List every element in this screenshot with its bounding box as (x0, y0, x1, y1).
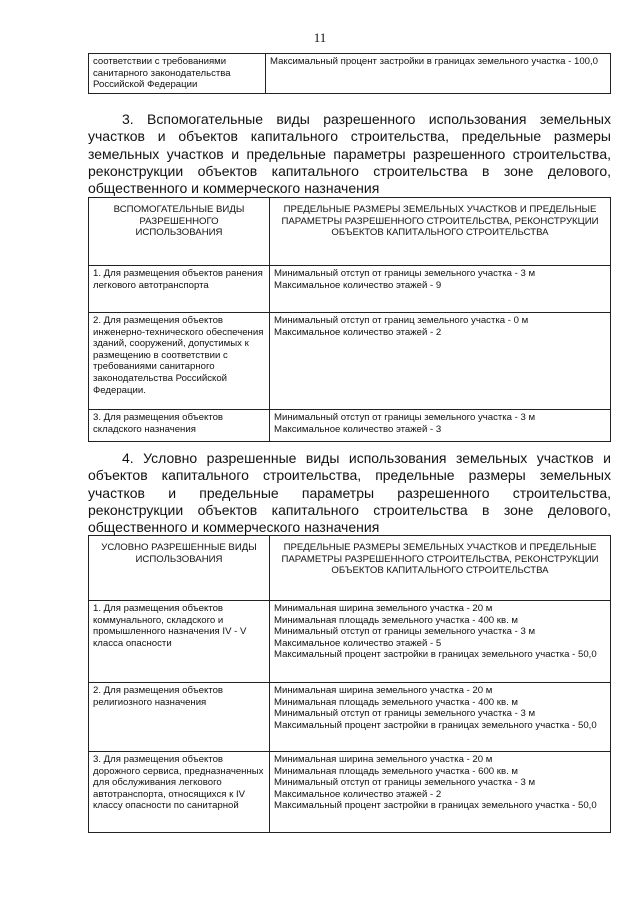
param-line: Минимальный отступ от границы земельного участка - 3 м (274, 708, 536, 720)
param-line: Минимальная ширина земельного участка - 20 м (274, 754, 493, 765)
param-line: Минимальный отступ от границы земельного участка - 3 м (274, 777, 536, 789)
use-cell: 1. Для размещения объектов коммунального, складского и промышленного назначения IV - V класса опасности (89, 601, 270, 683)
param-line: Минимальная площадь земельного участка - 600 кв. м (274, 765, 518, 777)
params-cell (270, 313, 611, 410)
param-line: Минимальный отступ от границ земельного участка - 0 м (274, 315, 529, 326)
param-line: Максимальное количество этажей - 2 (274, 326, 442, 338)
continuation-table (88, 53, 611, 94)
param-line: Минимальная площадь земельного участка - 400 кв. м (274, 696, 518, 708)
params-cell (270, 752, 611, 833)
section4-table (88, 535, 611, 833)
table-header-row (89, 198, 611, 266)
param-line: Максимальное количество этажей - 5 (274, 637, 442, 649)
column-header: УСЛОВНО РАЗРЕШЕННЫЕ ВИДЫ ИСПОЛЬЗОВАНИЯ (89, 536, 270, 601)
use-cell: 2. Для размещения объектов религиозного назначения (89, 683, 270, 752)
params-cell (270, 266, 611, 313)
section4-heading: 4. Условно разрешенные виды использования земельных участков и объектов капитального строительства, предельные размеры земельных участков и предельные параметры разрешенного строительства, реконструкции объектов капитального строительства в зоне делового, общественного и коммерческого назначения (88, 450, 611, 536)
param-line: Максимальное количество этажей - 9 (274, 279, 442, 291)
param-line: Минимальная ширина земельного участка - 20 м (274, 685, 493, 696)
param-line: Максимальный процент застройки в границах земельного участка - 50,0 (274, 649, 597, 661)
param-line: Минимальный отступ от границы земельного участка - 3 м (274, 626, 536, 638)
param-line: Минимальный отступ от границы земельного участка - 3 м (274, 268, 536, 279)
section3-table (88, 197, 611, 442)
table-row (89, 752, 611, 833)
param-line: Максимальный процент застройки в границах земельного участка - 50,0 (274, 719, 597, 731)
param-line: Максимальный процент застройки в границах земельного участка - 50,0 (274, 800, 597, 812)
param-line: Минимальный отступ от границы земельного участка - 3 м (274, 412, 536, 423)
table-header-row (89, 536, 611, 601)
use-cell: 3. Для размещения объектов складского назначения (89, 410, 270, 442)
table-row (89, 313, 611, 410)
params-cell (270, 410, 611, 442)
param-line: Максимальное количество этажей - 3 (274, 423, 442, 435)
params-cell (270, 601, 611, 683)
column-header: ВСПОМОГАТЕЛЬНЫЕ ВИДЫ РАЗРЕШЕННОГО ИСПОЛЬЗОВАНИЯ (89, 198, 270, 266)
use-cell: 3. Для размещения объектов дорожного сервиса, предназначенных для обслуживания легкового автотранспорта, относящихся к IV классу опасности по санитарной (89, 752, 270, 833)
page-number: 11 (313, 30, 327, 45)
table-row (89, 410, 611, 442)
table-row (89, 54, 611, 94)
table-row (89, 683, 611, 752)
table-cell: соответствии с требованиями санитарного законодательства Российской Федерации (89, 54, 266, 94)
use-cell: 1. Для размещения объектов ранения легкового автотранспорта (89, 266, 270, 313)
table-row (89, 266, 611, 313)
param-line: Максимальное количество этажей - 2 (274, 788, 442, 800)
table-cell: Максимальный процент застройки в границах земельного участка - 100,0 (266, 54, 611, 94)
params-cell (270, 683, 611, 752)
param-line: Минимальная площадь земельного участка - 400 кв. м (274, 614, 518, 626)
param-line: Минимальная ширина земельного участка - 20 м (274, 603, 493, 614)
use-cell: 2. Для размещения объектов инженерно-технического обеспечения зданий, сооружений, допустимых к размещению в соответствии с требованиями санитарного законодательства Российской Федерации. (89, 313, 270, 410)
column-header: ПРЕДЕЛЬНЫЕ РАЗМЕРЫ ЗЕМЕЛЬНЫХ УЧАСТКОВ И ПРЕДЕЛЬНЫЕ ПАРАМЕТРЫ РАЗРЕШЕННОГО СТРОИТЕЛЬСТВА, РЕКОНСТРУКЦИИ ОБЪЕКТОВ КАПИТАЛЬНОГО СТРОИТЕЛЬСТВА (270, 198, 611, 266)
section3-heading: 3. Вспомогательные виды разрешенного использования земельных участков и объектов капитального строительства, предельные размеры земельных участков и предельные параметры разрешенного строительства, реконструкции объектов капитального строительства в зоне делового, общественного и коммерческого назначения (88, 111, 611, 197)
table-row (89, 601, 611, 683)
column-header: ПРЕДЕЛЬНЫЕ РАЗМЕРЫ ЗЕМЕЛЬНЫХ УЧАСТКОВ И ПРЕДЕЛЬНЫЕ ПАРАМЕТРЫ РАЗРЕШЕННОГО СТРОИТЕЛЬСТВА, РЕКОНСТРУКЦИИ ОБЪЕКТОВ КАПИТАЛЬНОГО СТРОИТЕЛЬСТВА (270, 536, 611, 601)
